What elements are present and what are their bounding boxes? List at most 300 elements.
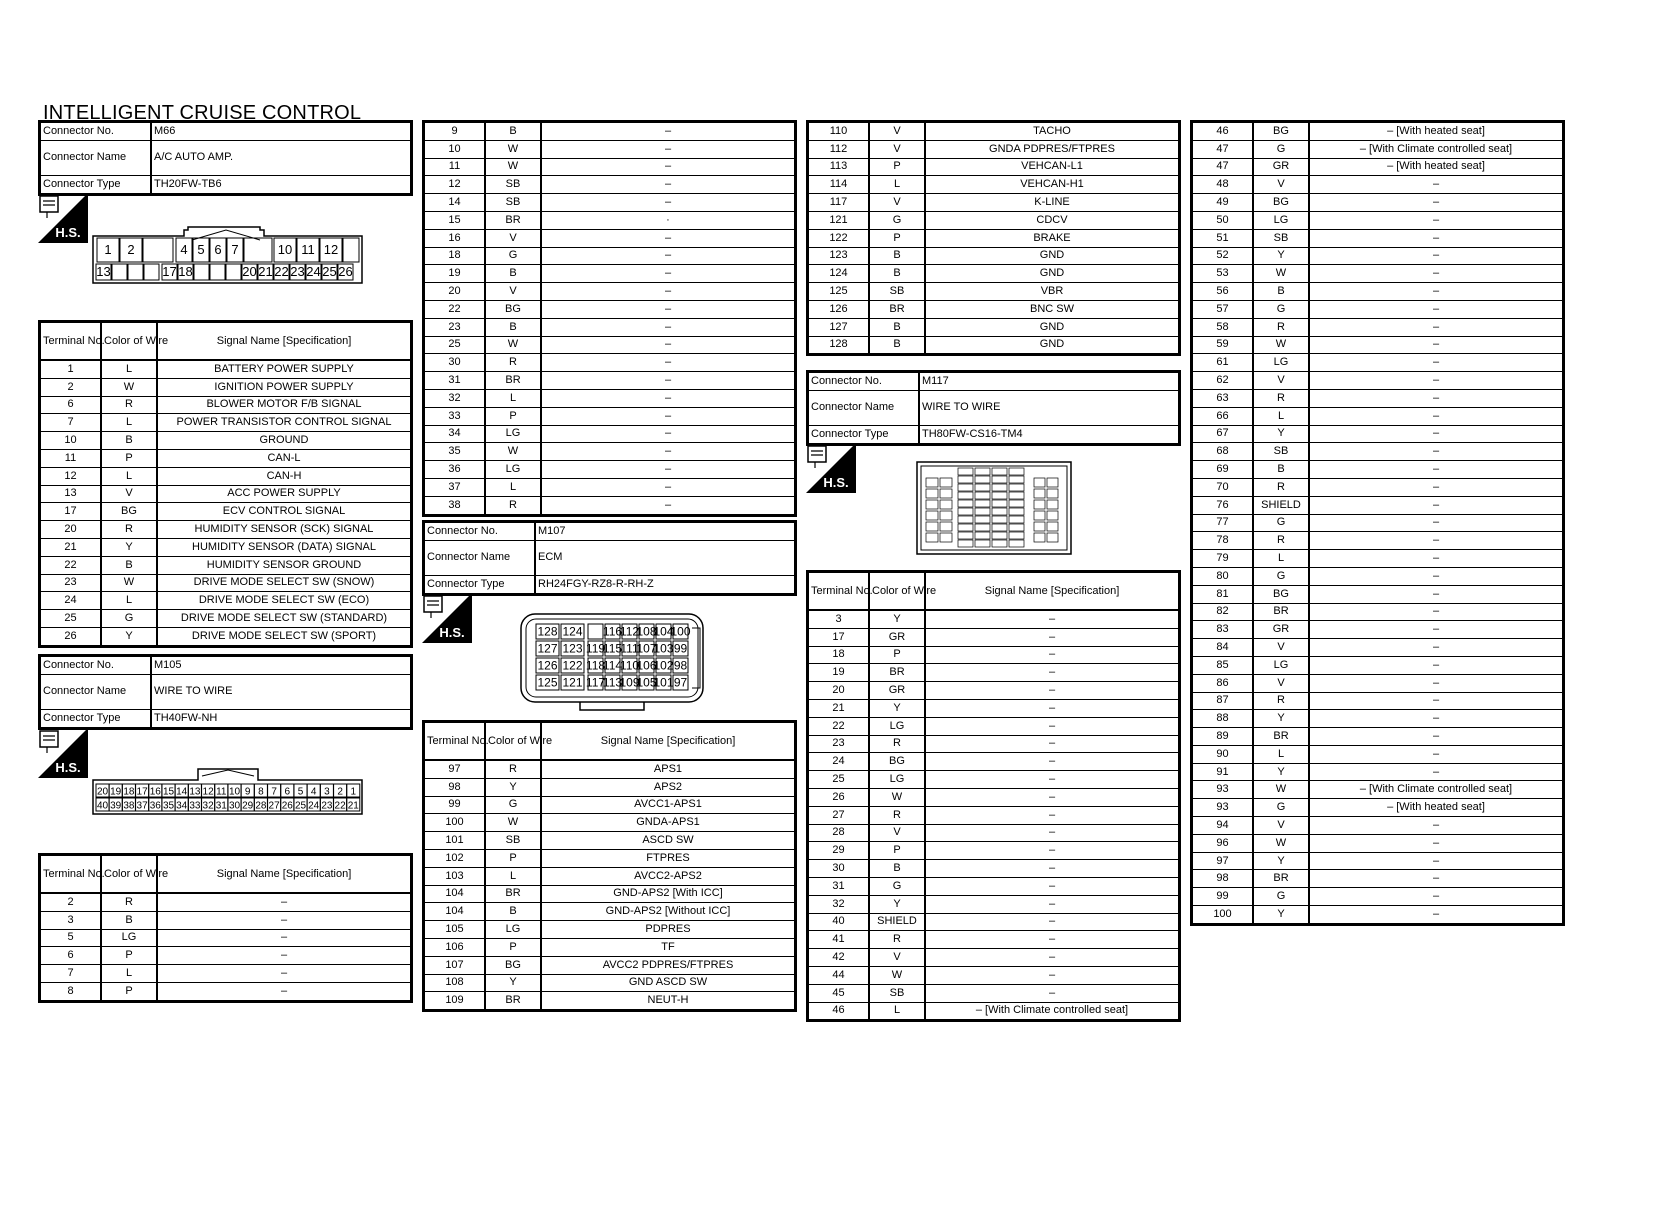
terminal-no-cell: 40 (808, 913, 870, 931)
signal-name-cell: VEHCAN-H1 (925, 176, 1180, 194)
wire-color-cell: R (485, 496, 541, 515)
wire-color-cell: B (485, 265, 541, 283)
wire-color-cell: LG (1253, 656, 1309, 674)
wire-color-cell: Y (485, 974, 541, 992)
pin-cavity (926, 533, 938, 542)
wire-color-cell: GR (1253, 158, 1309, 176)
wire-color-cell: W (485, 140, 541, 158)
connector-no-label: Connector No. (40, 122, 152, 141)
m107-terminal-table-continued (806, 120, 1181, 356)
connector-no-value: M66 (151, 122, 412, 141)
signal-name-cell: – (1309, 265, 1564, 283)
table-row (40, 929, 412, 947)
signal-name-cell: BATTERY POWER SUPPLY (157, 360, 412, 378)
table-row (808, 735, 1180, 753)
wire-color-cell: R (1253, 532, 1309, 550)
pin-number: 112 (619, 624, 640, 639)
pin-number: 128 (537, 624, 558, 639)
terminal-no-cell: 19 (808, 664, 870, 682)
signal-name-cell: – [With Climate controlled seat] (925, 1002, 1180, 1021)
wire-color-cell: B (869, 318, 925, 336)
signal-name-cell: – (1309, 496, 1564, 514)
terminal-no-cell: 88 (1192, 710, 1254, 728)
wire-color-cell: L (101, 965, 157, 983)
wire-color-cell: BG (485, 300, 541, 318)
pin-cavity (1034, 533, 1045, 542)
pin-cavity (958, 540, 973, 547)
pin-cavity (940, 489, 952, 498)
wire-color-cell: SB (1253, 443, 1309, 461)
terminal-no-cell: 63 (1192, 389, 1254, 407)
wire-color-cell: P (485, 849, 541, 867)
terminal-no-cell: 33 (424, 407, 486, 425)
wire-color-cell: V (1253, 372, 1309, 390)
signal-name-cell: BLOWER MOTOR F/B SIGNAL (157, 396, 412, 414)
terminal-no-cell: 7 (40, 414, 102, 432)
pin-number: 25 (294, 800, 307, 812)
wire-color-cell: LG (869, 717, 925, 735)
signal-name-cell: – (1309, 870, 1564, 888)
table-row (808, 664, 1180, 682)
table-row (424, 478, 796, 496)
wire-color-cell: B (869, 860, 925, 878)
table-row (424, 461, 796, 479)
signal-name-cell: – (1309, 300, 1564, 318)
pin-number: 102 (653, 658, 674, 673)
terminal-no-cell: 10 (424, 140, 486, 158)
pin-cavity (588, 624, 603, 639)
signal-name-cell: – (541, 300, 796, 318)
pin-cavity (992, 540, 1007, 547)
pin-number: 17 (162, 264, 177, 279)
terminal-no-cell: 70 (1192, 478, 1254, 496)
signal-name-header: Signal Name [Specification] (925, 572, 1180, 611)
pin-cavity (1047, 500, 1058, 509)
table-row (1192, 443, 1564, 461)
terminal-no-cell: 2 (40, 893, 102, 911)
signal-name-cell: – (1309, 372, 1564, 390)
terminal-no-cell: 9 (424, 122, 486, 141)
table-row (808, 628, 1180, 646)
table-row (1192, 906, 1564, 925)
table-row (808, 336, 1180, 355)
table-row (808, 682, 1180, 700)
connector-type-label: Connector Type (424, 575, 536, 594)
terminal-no-cell: 121 (808, 211, 870, 229)
pin-number: 7 (231, 242, 239, 257)
pin-cavity (992, 468, 1007, 475)
table-row (1192, 389, 1564, 407)
wire-color-cell: LG (485, 425, 541, 443)
table-row (1192, 372, 1564, 390)
signal-name-cell: – (1309, 425, 1564, 443)
m66-connector-diagram (92, 226, 364, 289)
table-row (808, 158, 1180, 176)
terminal-no-cell: 5 (40, 929, 102, 947)
signal-name-cell: GND-APS2 [Without ICC] (541, 903, 796, 921)
signal-name-cell: – (1309, 692, 1564, 710)
table-row (1192, 745, 1564, 763)
terminal-no-cell: 28 (808, 824, 870, 842)
table-row (1192, 318, 1564, 336)
table-row (808, 1002, 1180, 1021)
signal-name-cell: – [With heated seat] (1309, 158, 1564, 176)
table-row (1192, 692, 1564, 710)
wire-color-cell: V (1253, 639, 1309, 657)
wire-color-cell: R (1253, 389, 1309, 407)
wire-color-cell: W (485, 336, 541, 354)
table-row (424, 247, 796, 265)
wire-color-cell: G (1253, 514, 1309, 532)
pin-cavity (343, 238, 359, 262)
wire-color-cell: B (1253, 283, 1309, 301)
table-row (424, 372, 796, 390)
wire-color-cell: R (869, 931, 925, 949)
pin-cavity (940, 500, 952, 509)
signal-name-cell: – (925, 984, 1180, 1002)
wire-color-cell: Y (101, 627, 157, 646)
terminal-no-cell: 110 (808, 122, 870, 141)
signal-name-cell: CAN-H (157, 467, 412, 485)
table-row (424, 974, 796, 992)
signal-name-cell: – (925, 860, 1180, 878)
table-row (40, 911, 412, 929)
pin-number: 27 (268, 800, 280, 812)
table-row (40, 378, 412, 396)
terminal-no-cell: 78 (1192, 532, 1254, 550)
wire-color-cell: P (485, 938, 541, 956)
table-row (40, 360, 412, 378)
pin-cavity (992, 476, 1007, 483)
terminal-no-cell: 22 (808, 717, 870, 735)
wire-color-cell: G (1253, 140, 1309, 158)
signal-name-cell: – (925, 628, 1180, 646)
terminal-no-cell: 48 (1192, 176, 1254, 194)
signal-name-cell: – (541, 336, 796, 354)
signal-name-cell: – (1309, 247, 1564, 265)
pin-cavity (975, 476, 990, 483)
pin-cavity (975, 516, 990, 523)
table-row (424, 211, 796, 229)
signal-name-cell: – (541, 265, 796, 283)
signal-name-cell: PDPRES (541, 921, 796, 939)
wire-color-cell: P (485, 407, 541, 425)
signal-name-cell: POWER TRANSISTOR CONTROL SIGNAL (157, 414, 412, 432)
pin-number: 114 (602, 658, 623, 673)
wire-color-cell: W (485, 158, 541, 176)
table-row (1192, 728, 1564, 746)
table-row (808, 140, 1180, 158)
signal-name-cell: – (1309, 674, 1564, 692)
table-row (1192, 710, 1564, 728)
table-row (424, 140, 796, 158)
signal-name-cell: – (541, 176, 796, 194)
wire-color-cell: L (1253, 550, 1309, 568)
terminal-no-cell: 108 (424, 974, 486, 992)
pin-number: 39 (110, 800, 122, 812)
wire-color-cell: R (485, 354, 541, 372)
terminal-no-cell: 94 (1192, 817, 1254, 835)
table-row (1192, 265, 1564, 283)
pin-number: 4 (310, 786, 317, 798)
signal-name-cell: – (157, 982, 412, 1001)
terminal-no-cell: 100 (1192, 906, 1254, 925)
pin-cavity (958, 492, 973, 499)
table-row (1192, 567, 1564, 585)
terminal-no-cell: 100 (424, 814, 486, 832)
signal-name-cell: – [With heated seat] (1309, 122, 1564, 141)
terminal-no-cell: 31 (424, 372, 486, 390)
pin-number: 4 (180, 242, 188, 257)
terminal-no-cell: 123 (808, 247, 870, 265)
table-row (808, 984, 1180, 1002)
wire-color-cell: BR (485, 885, 541, 903)
wire-color-cell: B (1253, 461, 1309, 479)
terminal-no-cell: 18 (424, 247, 486, 265)
wire-color-cell: SB (869, 283, 925, 301)
terminal-no-cell: 21 (808, 699, 870, 717)
table-row (808, 895, 1180, 913)
terminal-no-cell: 97 (424, 760, 486, 778)
terminal-no-cell: 125 (808, 283, 870, 301)
terminal-no-cell: 84 (1192, 639, 1254, 657)
column-2-m107 (422, 520, 797, 596)
wire-color-cell: V (1253, 674, 1309, 692)
table-row (424, 229, 796, 247)
terminal-no-cell: 32 (424, 389, 486, 407)
pin-number: 18 (178, 264, 193, 279)
pin-number: 40 (96, 800, 109, 812)
terminal-no-cell: 10 (40, 432, 102, 450)
wire-color-cell: W (869, 966, 925, 984)
signal-name-cell: – (1309, 443, 1564, 461)
pin-cavity (1047, 522, 1058, 531)
terminal-no-cell: 112 (808, 140, 870, 158)
signal-name-cell: – (925, 717, 1180, 735)
signal-name-cell: – (1309, 354, 1564, 372)
table-row (1192, 603, 1564, 621)
terminal-no-cell: 12 (424, 176, 486, 194)
connector-name-value: WIRE TO WIRE (151, 674, 412, 709)
connector-no-value: M107 (535, 522, 796, 541)
terminal-no-cell: 25 (808, 771, 870, 789)
terminal-no-cell: 41 (808, 931, 870, 949)
connector-no-value: M117 (919, 372, 1180, 391)
terminal-no-cell: 47 (1192, 140, 1254, 158)
signal-name-cell: – (925, 806, 1180, 824)
pin-number: 105 (636, 675, 657, 690)
signal-name-cell: APS1 (541, 760, 796, 778)
terminal-no-cell: 67 (1192, 425, 1254, 443)
signal-name-cell: GND-APS2 [With ICC] (541, 885, 796, 903)
wire-color-cell: L (1253, 745, 1309, 763)
table-row (424, 921, 796, 939)
signal-name-cell: – (1309, 621, 1564, 639)
wire-color-cell: Y (1253, 763, 1309, 781)
m66-info-table (38, 120, 413, 196)
m105-info-table (38, 654, 413, 730)
connector-name-value: ECM (535, 540, 796, 575)
table-row (1192, 799, 1564, 817)
table-row (40, 521, 412, 539)
signal-name-cell: – (541, 122, 796, 141)
pin-number: 16 (149, 786, 161, 798)
wire-color-cell: BG (1253, 194, 1309, 212)
wire-color-cell: L (485, 389, 541, 407)
wire-color-cell: BR (1253, 728, 1309, 746)
terminal-no-cell: 81 (1192, 585, 1254, 603)
table-row (424, 194, 796, 212)
signal-name-cell: CDCV (925, 211, 1180, 229)
pin-cavity (1034, 511, 1045, 520)
table-row (1192, 763, 1564, 781)
wire-color-cell: Y (101, 538, 157, 556)
wire-color-cell: BR (485, 372, 541, 390)
signal-name-cell: TACHO (925, 122, 1180, 141)
table-row (808, 717, 1180, 735)
signal-name-cell: – (1309, 514, 1564, 532)
wire-color-cell: L (869, 176, 925, 194)
table-row (40, 627, 412, 646)
signal-name-cell: BNC SW (925, 300, 1180, 318)
column-3-m117 (806, 370, 1181, 446)
pin-number: 109 (619, 675, 640, 690)
signal-name-cell: VEHCAN-L1 (925, 158, 1180, 176)
terminal-no-cell: 85 (1192, 656, 1254, 674)
table-row (1192, 354, 1564, 372)
pin-cavity (975, 500, 990, 507)
table-row (424, 354, 796, 372)
table-row (808, 646, 1180, 664)
table-row (1192, 870, 1564, 888)
wire-color-cell: R (1253, 692, 1309, 710)
color-of-wire-header: Color of Wire (101, 322, 157, 361)
signal-name-cell: – (925, 895, 1180, 913)
wire-color-cell: Y (1253, 852, 1309, 870)
table-row (1192, 550, 1564, 568)
terminal-no-cell: 20 (424, 283, 486, 301)
signal-name-cell: DRIVE MODE SELECT SW (STANDARD) (157, 610, 412, 628)
table-header-row (424, 722, 796, 761)
signal-name-cell: – (925, 949, 1180, 967)
signal-name-cell: NEUT-H (541, 992, 796, 1011)
pin-cavity (1034, 522, 1045, 531)
m117-terminal-table (806, 570, 1181, 1022)
column-1-m105 (38, 654, 413, 730)
connector-no-value: M105 (151, 656, 412, 675)
terminal-no-cell: 126 (808, 300, 870, 318)
wire-color-cell: SB (485, 194, 541, 212)
table-row (40, 467, 412, 485)
signal-name-cell: – (925, 646, 1180, 664)
pin-number: 24 (308, 800, 320, 812)
terminal-no-cell: 31 (808, 877, 870, 895)
table-row (808, 788, 1180, 806)
terminal-no-header: Terminal No. (808, 572, 870, 611)
terminal-no-cell: 59 (1192, 336, 1254, 354)
wire-color-cell: G (485, 247, 541, 265)
signal-name-cell: – (1309, 229, 1564, 247)
pin-number: 113 (602, 675, 623, 690)
signal-name-cell: – (1309, 906, 1564, 925)
table-row (40, 538, 412, 556)
table-row (1192, 514, 1564, 532)
wire-color-cell: P (869, 842, 925, 860)
signal-name-cell: – [With heated seat] (1309, 799, 1564, 817)
table-row (1192, 674, 1564, 692)
signal-name-cell: – (541, 443, 796, 461)
pin-cavity (940, 522, 952, 531)
wire-color-cell: L (101, 414, 157, 432)
pin-number: 28 (255, 800, 267, 812)
table-row (424, 318, 796, 336)
signal-name-cell: – (925, 699, 1180, 717)
terminal-no-cell: 30 (808, 860, 870, 878)
connector-type-label: Connector Type (40, 709, 152, 728)
signal-name-cell: – (925, 664, 1180, 682)
pin-cavity (1009, 492, 1024, 499)
table-row (1192, 336, 1564, 354)
signal-name-cell: AVCC2 PDPRES/FTPRES (541, 956, 796, 974)
terminal-no-cell: 97 (1192, 852, 1254, 870)
m105-connector-diagram (92, 768, 364, 821)
color-of-wire-header: Color of Wire (485, 722, 541, 761)
signal-name-cell: GND (925, 318, 1180, 336)
pin-number: 29 (242, 800, 254, 812)
pin-number: 5 (197, 242, 205, 257)
wire-color-cell: LG (869, 771, 925, 789)
pin-cavity (1034, 489, 1045, 498)
pin-cavity (958, 476, 973, 483)
wire-color-cell: V (869, 824, 925, 842)
signal-name-cell: – (157, 911, 412, 929)
pin-cavity (1009, 524, 1024, 531)
signal-name-cell: AVCC1-APS1 (541, 796, 796, 814)
wire-color-cell: BR (1253, 870, 1309, 888)
table-row (808, 913, 1180, 931)
terminal-no-cell: 25 (40, 610, 102, 628)
m107-info-table (422, 520, 797, 596)
signal-name-cell: ECV CONTROL SIGNAL (157, 503, 412, 521)
wire-color-cell: SHIELD (869, 913, 925, 931)
signal-name-cell: – (541, 283, 796, 301)
table-row (1192, 211, 1564, 229)
terminal-no-cell: 98 (424, 778, 486, 796)
pin-cavity (992, 524, 1007, 531)
terminal-no-cell: 32 (808, 895, 870, 913)
pin-number: 10 (277, 242, 293, 257)
terminal-no-cell: 37 (424, 478, 486, 496)
wire-color-cell: G (101, 610, 157, 628)
signal-name-cell: – (541, 496, 796, 515)
terminal-no-cell: 23 (808, 735, 870, 753)
signal-name-cell: – (925, 682, 1180, 700)
connector-type-value: TH40FW-NH (151, 709, 412, 728)
terminal-no-cell: 23 (40, 574, 102, 592)
table-row (808, 610, 1180, 628)
signal-name-cell: – (1309, 852, 1564, 870)
table-row (808, 842, 1180, 860)
terminal-no-cell: 36 (424, 461, 486, 479)
signal-name-cell: – (1309, 603, 1564, 621)
terminal-no-cell: 77 (1192, 514, 1254, 532)
wire-color-cell: V (485, 229, 541, 247)
table-row (424, 956, 796, 974)
wire-color-cell: B (101, 911, 157, 929)
harness-side-icon (806, 443, 856, 493)
table-row (40, 396, 412, 414)
color-of-wire-header: Color of Wire (101, 855, 157, 894)
